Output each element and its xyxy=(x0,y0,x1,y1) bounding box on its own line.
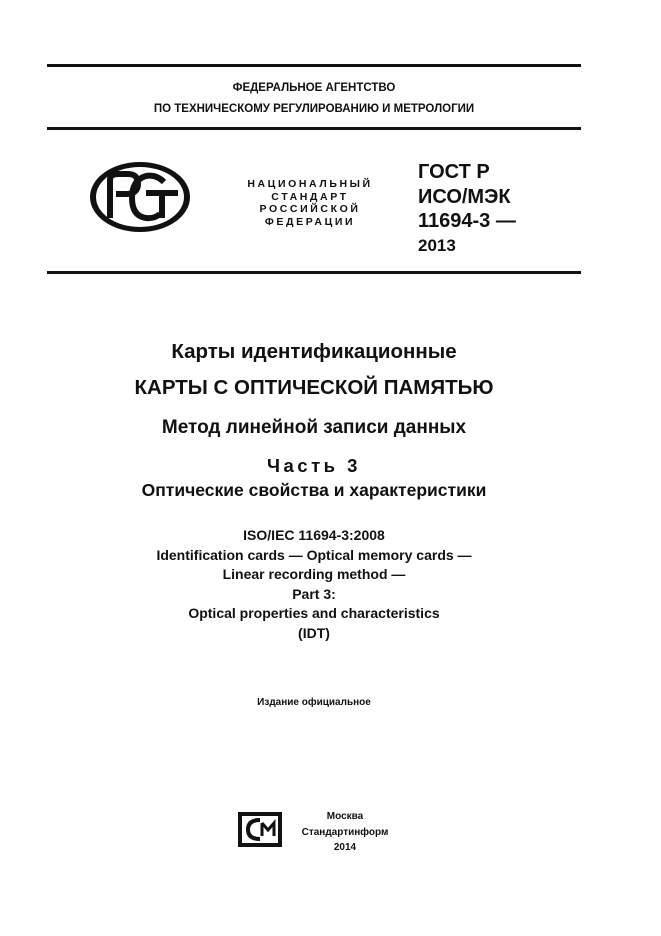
agency-line-1: ФЕДЕРАЛЬНОЕ АГЕНТСТВО xyxy=(232,82,396,94)
standartinform-logo-icon xyxy=(238,812,282,847)
national-line: ФЕДЕРАЦИИ xyxy=(264,215,356,228)
part-label: Часть 3 xyxy=(267,455,361,476)
header-rule xyxy=(47,127,581,130)
intl-line: Optical properties and characteristics xyxy=(188,605,440,621)
national-line: НАЦИОНАЛЬНЫЙ xyxy=(247,178,373,190)
agency-line-2: ПО ТЕХНИЧЕСКОМУ РЕГУЛИРОВАНИЮ И МЕТРОЛОГИИ xyxy=(153,103,475,115)
publisher-name: Стандартинформ xyxy=(301,826,389,838)
designation-line: 11694-3 — xyxy=(418,210,516,232)
intl-line: (IDT) xyxy=(298,624,330,641)
title-line-1: Карты идентификационные xyxy=(171,340,457,363)
national-standard-label xyxy=(230,178,390,228)
top-rule xyxy=(47,64,581,67)
publisher-block xyxy=(290,809,400,856)
designation-line: ГОСТ Р xyxy=(418,161,490,183)
intl-line: Identification cards — Optical memory cards — xyxy=(156,546,472,563)
part-subtitle: Оптические свойства и характеристики xyxy=(141,480,487,500)
publisher-year: 2014 xyxy=(333,842,357,853)
publisher-city: Москва xyxy=(326,811,364,822)
agency-header xyxy=(47,78,581,120)
section-rule xyxy=(47,271,581,274)
designation-line: ИСО/МЭК xyxy=(418,185,511,208)
intl-line: Linear recording method — xyxy=(222,566,406,582)
title-line-3: Метод линейной записи данных xyxy=(161,417,467,438)
international-reference xyxy=(47,526,581,643)
intl-line: Part 3: xyxy=(292,585,336,602)
edition-label: Издание официальное xyxy=(257,697,371,708)
intl-line: ISO/IEC 11694-3:2008 xyxy=(243,527,385,543)
title-line-2: КАРТЫ С ОПТИЧЕСКОЙ ПАМЯТЬЮ xyxy=(134,376,494,399)
designation-year: 2013 xyxy=(418,235,456,255)
standard-designation xyxy=(418,160,516,258)
national-line: СТАНДАРТ xyxy=(271,190,349,203)
rst-emblem-icon xyxy=(88,160,192,234)
national-line: РОССИЙСКОЙ xyxy=(259,203,361,215)
